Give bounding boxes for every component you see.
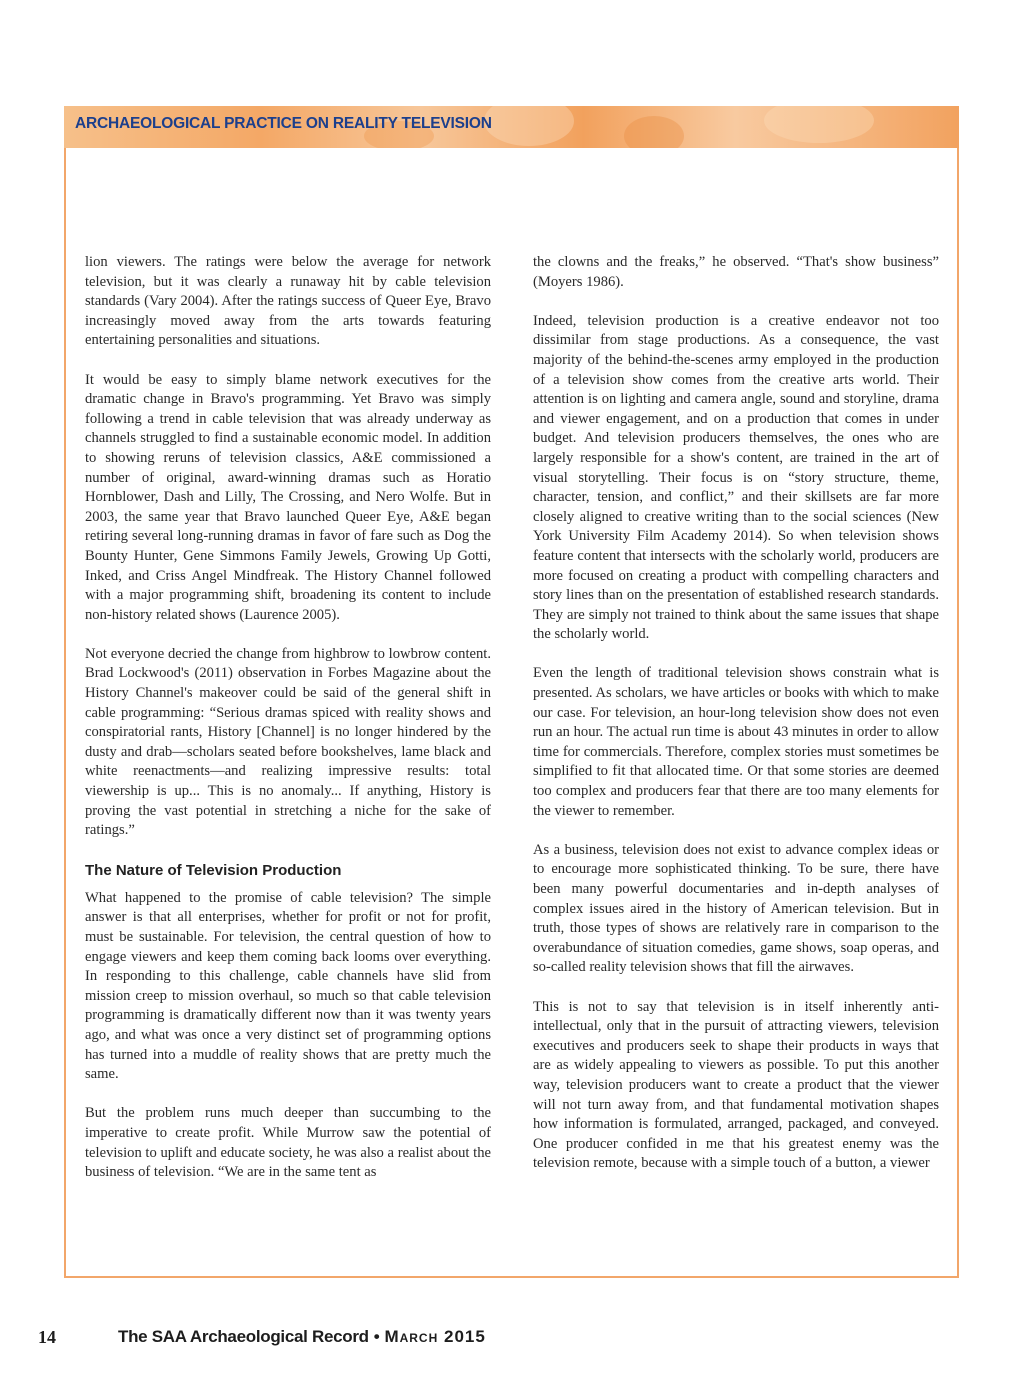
right-paragraph-3: Even the length of traditional television shows constrain what is presented. As scholars, we have articles or books with which to make our case. For television, an hour-long television show does not even run an hour. The actual run time is about 43 minutes in order to allow time for commercials. Therefore, complex stories must sometimes be simplified to fit that allocated time. Or that some stories are deemed too complex and producers fear that there are too many elements for the viewer to remember.: [533, 665, 939, 819]
right-paragraph-4: As a business, television does not exist to advance complex ideas or to encourage more sophisticated thinking. To be sure, there have been many powerful documentaries and in-depth analyses of complex issues aired in the history of American television. But in truth, those types of shows are relatively rare in comparison to the overabundance of situation comedies, game shows, soap operas, and so-called reality television shows that fill the airwaves.: [533, 841, 939, 976]
page-number: 14: [38, 1327, 56, 1347]
publication-title: The SAA Archaeological Record: [118, 1327, 369, 1346]
publication-line: [118, 1327, 486, 1347]
right-column: [533, 253, 939, 1194]
banner-title: ARCHAEOLOGICAL PRACTICE ON REALITY TELEVISION: [75, 115, 492, 132]
section-banner: [64, 106, 959, 148]
footer-bullet: •: [373, 1327, 380, 1346]
right-paragraph-2: Indeed, television production is a creative endeavor not too dissimilar from stage productions. As a consequence, the vast majority of the behind-the-scenes army employed in the production of a television show comes from the creative arts world. Their attention is on lighting and camera angle, sound and storyline, drama and viewer engagement, and on a production that comes in under budget. And television producers themselves, the ones who are largely responsible for a show's content, are trained in the art of visual storytelling. Their focus is on “story structure, theme, character, tension, and conflict,” and their skillsets are far more closely aligned to creative writing than to the social sciences (New York University Film Academy 2014). So when television shows feature content that intersects with the scholarly world, producers are more focused on creating a product with compelling characters and story lines than on the presentation of established research standards. They are simply not trained to think about the same issues that shape the scholarly world.: [533, 312, 939, 643]
issue-date: March 2015: [384, 1327, 486, 1346]
left-column: [85, 253, 491, 1202]
left-paragraph-3: Not everyone decried the change from highbrow to lowbrow content. Brad Lockwood's (2011) observation in Forbes Magazine about the History Channel's makeover could be said of the general shift in cable programming: “Serious dramas spiced with reality shows and conspiratorial rants, History [Channel] is no longer hindered by the dusty and drab—scholars seated before bookshelves, lame black and white reenactments—and realizing impressive results: total viewership is up... This is no anomaly... If anything, History is proving the vast potential in stretching a niche for the sake of ratings.”: [85, 645, 491, 839]
left-paragraph-5: But the problem runs much deeper than succumbing to the imperative to create profit. While Murrow saw the potential of television to uplift and educate society, he was also a realist about the business of television. “We are in the same tent as: [85, 1105, 491, 1181]
left-paragraph-4: What happened to the promise of cable television? The simple answer is that all enterprises, whether for profit or not for profit, must be sustainable. For television, the central question of how to engage viewers and keep them coming back looms over everything. In responding to this challenge, cable channels have slid from mission creep to mission overhaul, so much so that cable television programming is dramatically different now than it was twenty years ago, and what was once a very distinct set of programming options has turned into a muddle of reality shows that are pretty much the same.: [85, 889, 491, 1083]
left-paragraph-2: It would be easy to simply blame network executives for the dramatic change in Bravo's programming. Yet Bravo was simply following a trend in cable television that was already underway as channels struggled to find a sustainable economic model. In addition to showing reruns of television classics, A&E commissioned a number of original, award-winning dramas such as Horatio Hornblower, Dash and Lilly, The Crossing, and Nero Wolfe. But in 2003, the same year that Bravo launched Queer Eye, A&E began retiring several long-running dramas in favor of fare such as Dog the Bounty Hunter, Gene Simmons Family Jewels, Growing Up Gotti, Inked, and Criss Angel Mindfreak. The History Channel followed with a major programming shift, broadening its content to include non-history related shows (Laurence 2005).: [85, 371, 491, 623]
right-paragraph-5: This is not to say that television is in itself inherently anti-intellectual, only that in the pursuit of attracting viewers, television executives and producers seek to shape their products in ways that are as widely appealing to viewers as possible. To put this another way, television producers want to create a product that the viewer will not turn away from, and that fundamental motivation shapes how information is formulated, arranged, packaged, and conveyed. One producer confided in me that his greatest enemy was the television remote, because with a simple touch of a button, a viewer: [533, 998, 939, 1172]
page-footer: [38, 1327, 638, 1351]
left-paragraph-1: lion viewers. The ratings were below the average for network television, but it was clearly a runaway hit by cable television standards (Vary 2004). After the ratings success of Queer Eye, Bravo increasingly moved away from the arts towards featuring entertaining personalities and situations.: [85, 254, 491, 349]
section-heading: The Nature of Television Production: [85, 861, 342, 879]
right-paragraph-1: the clowns and the freaks,” he observed. “That's show business” (Moyers 1986).: [533, 254, 939, 290]
